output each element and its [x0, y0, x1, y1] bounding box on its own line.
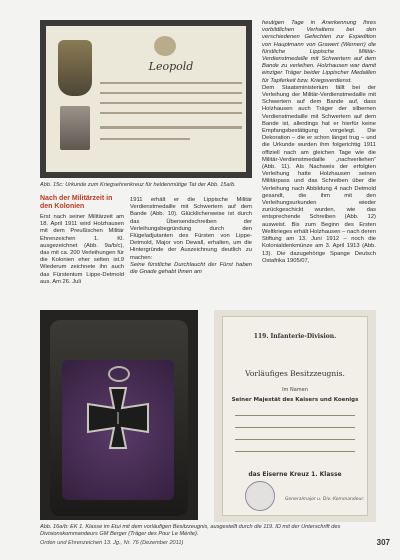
middle-column-quote: Seine fürstliche Durchlaucht der Fürst haben die Gnade gehabt Ihnen am	[130, 261, 252, 276]
doc-text-line	[235, 415, 355, 416]
possession-certificate-photo	[214, 310, 376, 522]
doc-text-line	[235, 439, 355, 440]
medal-case-photo	[40, 310, 198, 520]
certificate-name: Leopold	[148, 60, 194, 73]
middle-column	[130, 197, 252, 276]
doc-award: das Eiserne Kreuz 1. Klasse	[248, 471, 342, 478]
medal-image	[58, 40, 92, 96]
certificate-text-line	[100, 112, 242, 114]
certificate-photo	[40, 20, 252, 178]
certificate-paper	[46, 26, 246, 172]
certificate-text-line	[100, 102, 242, 104]
certificate-text-line	[100, 138, 190, 140]
certificate-text-line	[100, 92, 242, 94]
medal-ring	[108, 366, 130, 382]
figure1-caption: Abb. 15c: Urkunde zum Kriegsehrenkreuz für heldenmütige Tat der Abb. 15a/b.	[40, 182, 236, 188]
section-heading: Nach der Militärzeit in den Kolonien	[40, 195, 113, 211]
stamp-image	[245, 481, 275, 511]
figure2-caption: Abb. 16a/b: EK 1. Klasse im Etui mit dem vorläufigen Besitzzeugnis, ausgestellt durch die 119. ID mit der Unterschrift des Divisionskommandeurs GM Berger (Träger des Pour Le Mérite).	[40, 524, 341, 537]
right-column-para-1: heutigen Tage in Anerkennung Ihres vorbildlichen Verhaltens bei den verschiedenen Gefechten zur Expedition von Hauptmann von Grawert (Wernerr) die fürstliche Lippische Militär-Verdienstmedaille mit Schwertern auf dem Bande zu verleihen. Holzhausen war damit einziger Träger beider Lippischer Medaillen für Tapferkeit bzw. Kriegsverdienst.	[262, 20, 376, 84]
doc-text-line	[235, 451, 355, 452]
doc-majesty: Seiner Majestät des Kaisers und Koenigs	[231, 397, 359, 403]
journal-footer: Orden und Ehrenzeichen 13. Jg., Nr. 76 (Dezember 2011)	[40, 540, 184, 546]
iron-cross-icon	[86, 386, 150, 450]
certificate-document	[222, 316, 368, 516]
left-column	[40, 214, 124, 286]
doc-division-title: 119. Infanterie-Division.	[253, 333, 337, 340]
doc-subtitle: Vorläufiges Besitzzeugnis.	[245, 369, 345, 378]
doc-signature: Generalmajor u. Div.-Kommandeur.	[285, 497, 365, 502]
left-column-text: Erst nach seiner Militärzeit am 18. April 1911 wird Holzhausen mit dem Preußischen Militär Ehrenzeichen 1. Kl. ausgezeichnet (Abb. 9a/b/c), das mit ca. 200 Verleihungen für die Kolonien eher selten ist.9 Wiederum zeichnete ihn auch das Fürstentum Lippe-Detmold aus. Am 26. Juli	[40, 214, 124, 285]
right-column-para-2: Dem Staatsministerium fällt bei der Verleihung der Militär-Verdienstmedaille mit Schwertern auf dem Bande auf, dass Holzhausen auch Träger der silbernen Verdienstmedaille mit Schwertern auf dem Bande ist, allerdings hat er hierfür keine Empfangsbestätigung vorgelegt. Die Dekoration – die er schon längst trug – und die Urkunde wurden ihm folgerichtig 1911 offiziell nach am gleichen Tage wie die Militär-Verdienstmedaille „nachverliehen“ (Abb. 11). Als Nachweis der erfolgten Verleihung hatte Holzhausen seinen Militärpass und das Schreiben über die Verleihung nach Abbildung 4 nach Detmold gesandt, die ihm mit den Verleihungsurkunden wieder zurückgeschickt wurden, wie das entsprechende Schreiben (Abb. 12) ausweist. Bis zum Beginn des Ersten Weltkrieges erhält Holzhausen – nach deren Stiftung am 13. Juni 1912 – noch die Kolonialdenkmünze am 3. April 1913 (Abb. 13). Die dazugehörige Spange Deutsch Ostafrika 1905/07,	[262, 84, 376, 264]
certificate-text-line	[100, 126, 242, 129]
middle-column-text: 1911 erhält er die Lippische Militär Verdienstmedaille mit Schwertern auf dem Bande (Abb. 10). Glücklicherweise ist durch das Übersendschreiben der Verleihungsbegründung durch den Flügeladjutanten des Fürsten von Lippe-Detmold, Major von Dewall, erhalten, um die Hintergründe der Auszeichnung deutlich zu machen:	[130, 197, 252, 261]
right-column	[262, 20, 376, 265]
certificate-text-line	[100, 82, 242, 84]
doc-text-line	[235, 427, 355, 428]
crest-image	[154, 36, 176, 56]
page-number: 307	[376, 538, 390, 547]
portrait-image	[60, 106, 90, 150]
doc-in-name: Im Namen	[282, 387, 308, 393]
